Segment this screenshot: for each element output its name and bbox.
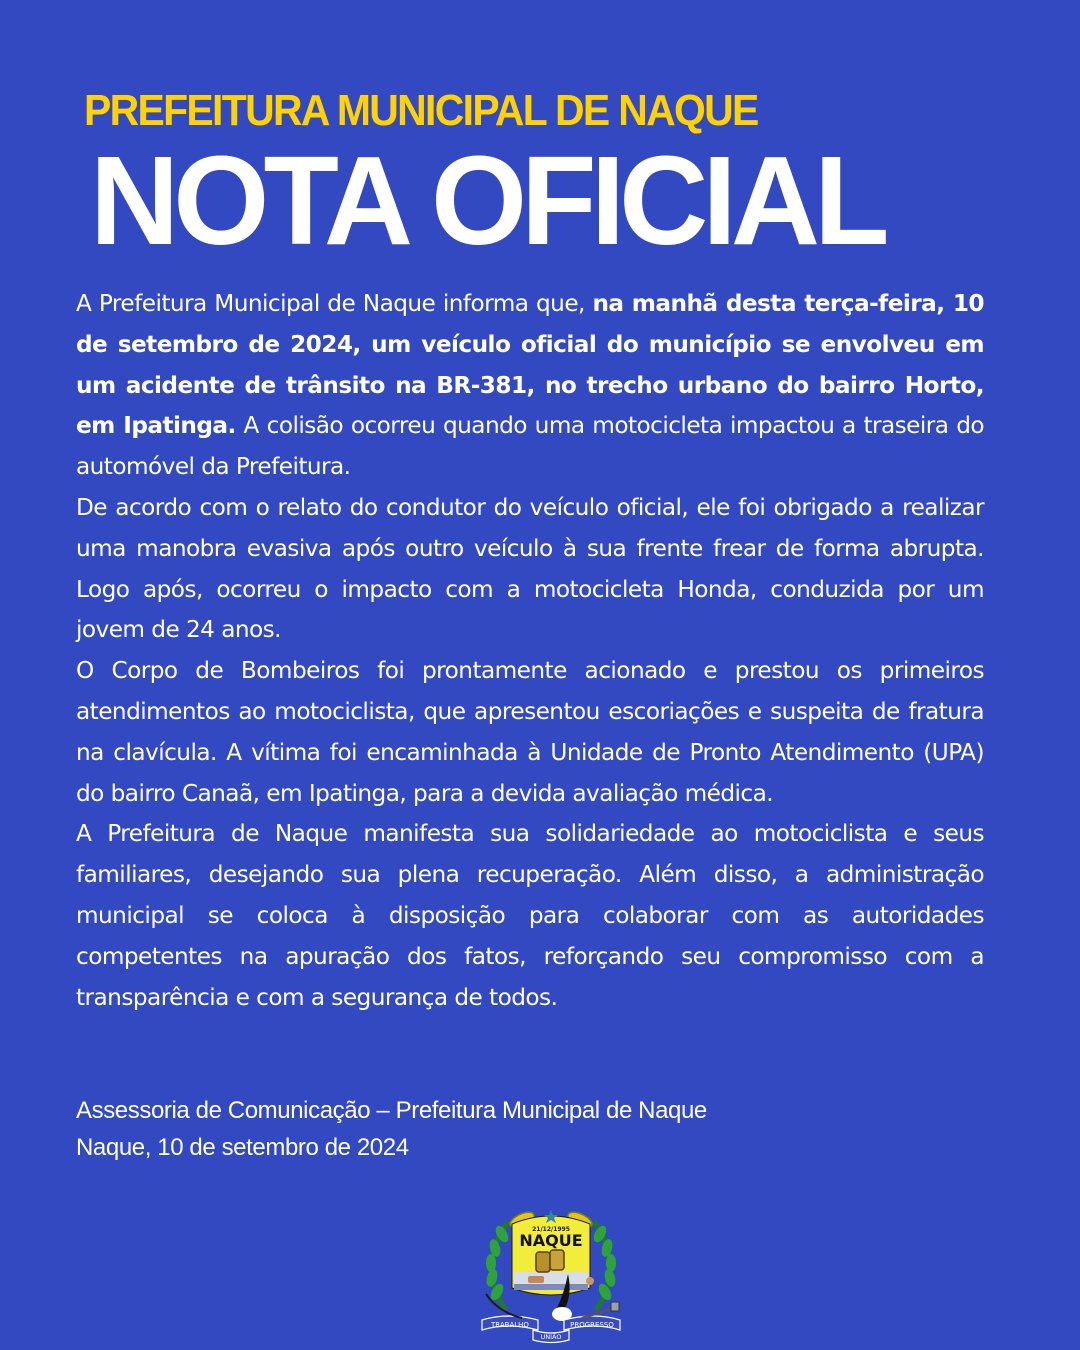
paragraph-4: A Prefeitura de Naque manifesta sua solidariedade ao motociclista e seus familiares, desejando sua plena recuperação. Além disso, a administração municipal se coloca à disposição para colaborar com as autoridades competentes na apuração dos fatos, reforçando seu compromisso com a transparência e com a segurança de todos. — [76, 820, 984, 1011]
laurel-right-icon — [591, 1222, 617, 1310]
paragraph-1-tail: A colisão ocorreu quando uma motocicleta impactou a traseira do automóvel da Prefeitura. — [76, 412, 985, 481]
seal-name: NAQUE — [519, 1231, 583, 1250]
page-title: NOTA OFICIAL — [90, 130, 884, 271]
note-body — [76, 284, 984, 1018]
paragraph-1 — [76, 284, 984, 488]
seal-motto-left: TRABALHO — [491, 1321, 529, 1329]
seal-motto-center: UNIÃO — [540, 1333, 562, 1341]
signature-department: Assessoria de Comunicação – Prefeitura Municipal de Naque — [76, 1097, 707, 1124]
hen-icon — [586, 1277, 594, 1285]
signature-date: Naque, 10 de setembro de 2024 — [76, 1134, 409, 1161]
paragraph-2: De acordo com o relato do condutor do veículo oficial, ele foi obrigado a realizar uma manobra evasiva após outro veículo à sua frente frear de forma abrupta. Logo após, ocorreu o impacto com a motocicleta Honda, conduzida por um jovem de 24 anos. — [76, 493, 984, 644]
seal-icon — [478, 1202, 624, 1344]
paragraph-3: O Corpo de Bombeiros foi prontamente acionado e prestou os primeiros atendimentos ao motociclista, que apresentou escoriações e suspeita de fratura na clavícula. A vítima foi encaminhada à Unidade de Pronto Atendimento (UPA) do bairro Canaã, em Ipatinga, para a devida avaliação médica. — [76, 657, 984, 807]
seal-date: 21/12/1995 — [532, 1226, 570, 1233]
seal-motto-right: PROGRESSO — [570, 1321, 614, 1329]
paragraph-1-highlight: na manhã desta terça-feira, 10 de setembro de 2024, um veículo oficial do município se envolveu em um acidente de trânsito na BR-381, no trecho urbano do bairro Horto, em Ipatinga. — [76, 290, 984, 440]
cow-icon — [528, 1276, 544, 1283]
gears-icon — [536, 1250, 564, 1272]
municipal-seal-logo — [478, 1202, 624, 1344]
header-pretitle: PREFEITURA MUNICIPAL DE NAQUE — [84, 86, 758, 135]
paragraph-1-lead: A Prefeitura Municipal de Naque informa que, — [76, 290, 593, 317]
signature-block — [76, 1092, 976, 1166]
